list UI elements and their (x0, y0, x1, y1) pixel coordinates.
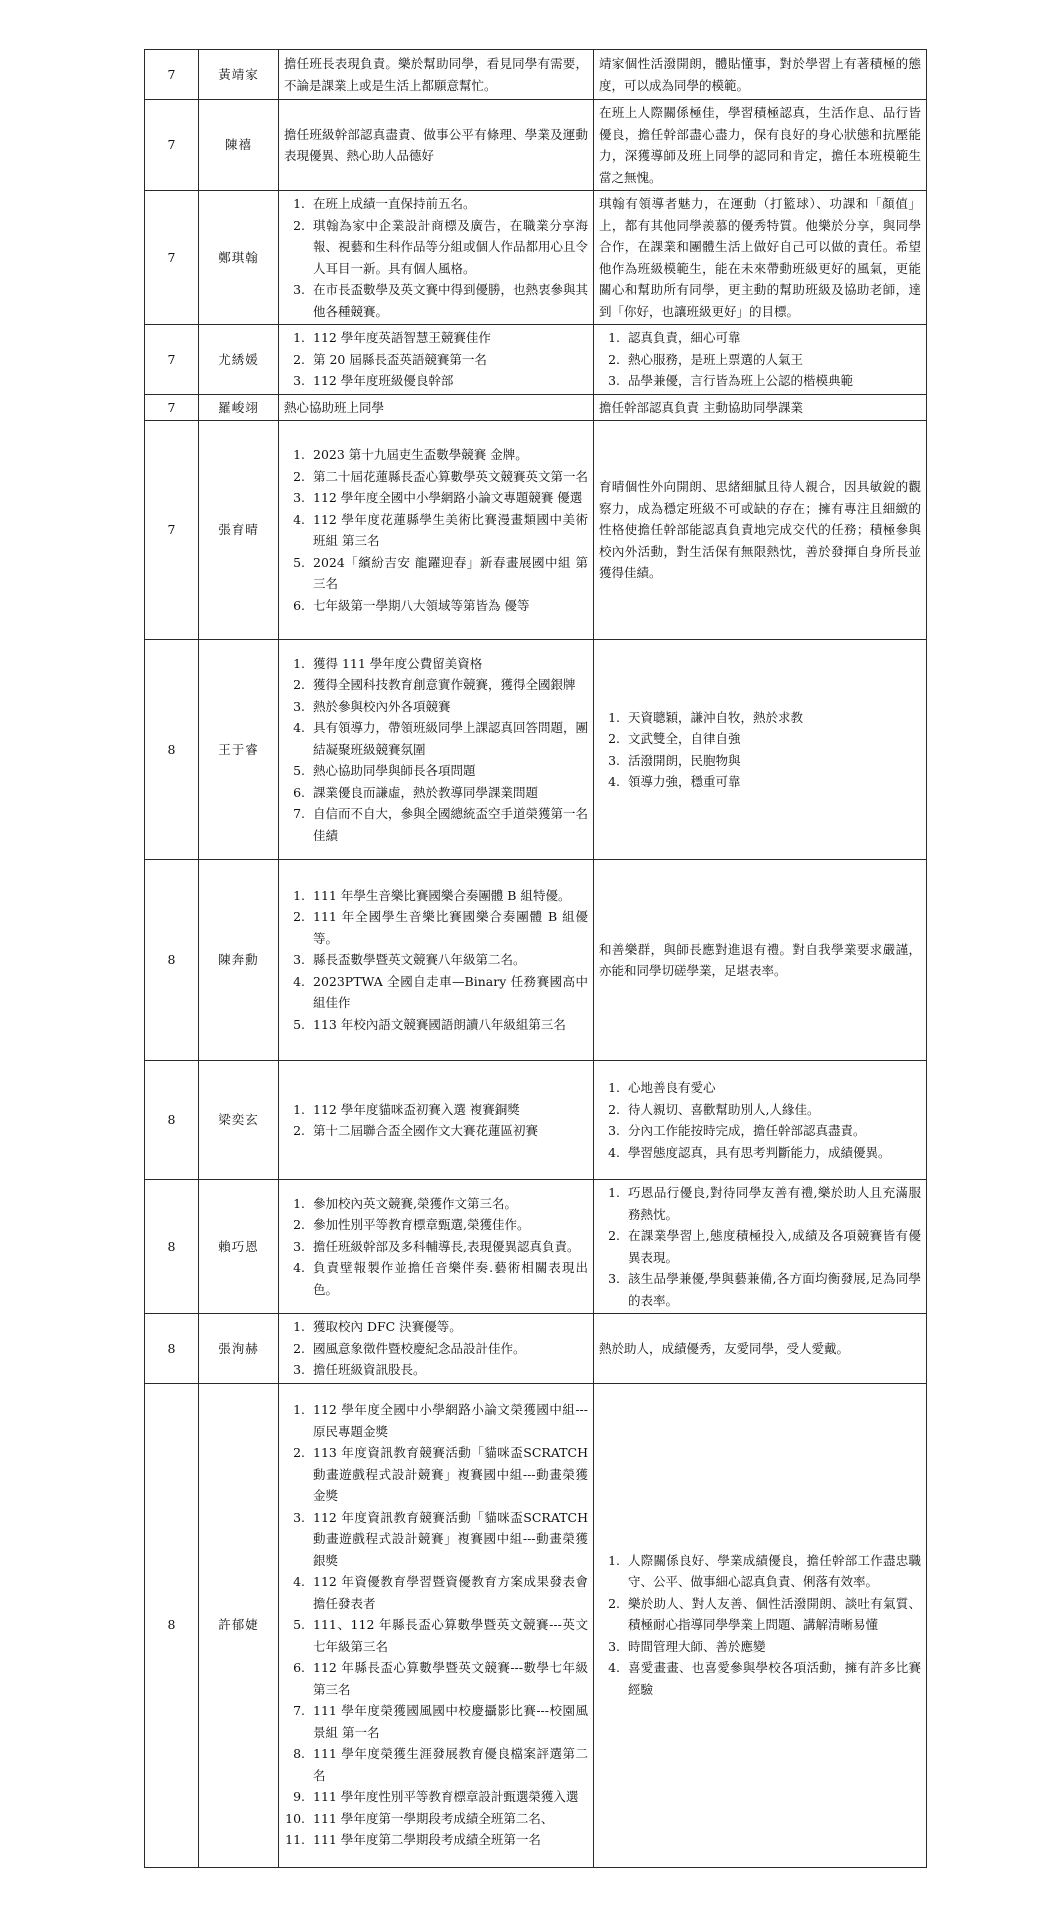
comments-cell-text: 和善樂群，與師長應對進退有禮。對自我學業要求嚴謹，亦能和同學切磋學業，足堪表率。 (599, 941, 921, 978)
list-item: 6. 課業優良而謙虛，熱於教導同學課業問題 (309, 782, 588, 804)
list-item: 5. 2024「繽紛吉安 龍躍迎春」新春畫展國中組 第三名 (309, 552, 588, 595)
list-item: 5. 111、112 年縣長盃心算數學暨英文競賽---英文七年級第三名 (309, 1614, 588, 1657)
list-item: 3. 縣長盃數學暨英文競賽八年級第二名。 (309, 949, 588, 971)
table-row (145, 100, 927, 191)
grade-cell: 7 (145, 325, 199, 395)
list-item: 3. 112 學年度全國中小學網路小論文專題競賽 優選 (309, 487, 588, 509)
achievements-cell (279, 191, 594, 325)
list-item: 2. 國風意象徵件暨校慶紀念品設計佳作。 (309, 1338, 588, 1360)
table-body (145, 50, 927, 1868)
achievements-cell (279, 640, 594, 860)
list-item: 1. 112 學年度全國中小學網路小論文榮獲國中組---原民專題金獎 (309, 1399, 588, 1442)
list-item: 2. 在課業學習上,態度積極投入,成績及各項競賽皆有優異表現。 (624, 1225, 921, 1268)
comments-cell-list (599, 1077, 921, 1163)
achievements-cell (279, 1314, 594, 1384)
comments-cell-text: 擔任幹部認真負責 主動協助同學課業 (599, 399, 803, 415)
student-name-cell: 陳禧 (199, 100, 279, 191)
grade-cell: 8 (145, 1383, 199, 1867)
list-item: 2. 樂於助人、對人友善、個性活潑開朗、談吐有氣質、積極耐心指導同學學業上問題、講解清晰易懂 (624, 1593, 921, 1636)
student-name-cell: 鄭琪翰 (199, 191, 279, 325)
comments-cell-text: 在班上人際關係極佳，學習積極認真，生活作息、品行皆優良，擔任幹部盡心盡力，保有良好的身心狀態和抗壓能力，深獲導師及班上同學的認同和肯定，擔任本班模範生當之無愧。 (599, 105, 921, 185)
achievements-cell-text: 擔任班級幹部認真盡責、做事公平有條理、學業及運動表現優異、熱心助人品德好 (284, 126, 588, 163)
list-item: 3. 擔任班級資訊股長。 (309, 1359, 588, 1381)
student-name-cell: 賴巧恩 (199, 1180, 279, 1314)
list-item: 2. 111 年全國學生音樂比賽國樂合奏團體 B 組優等。 (309, 906, 588, 949)
grade-cell: 7 (145, 421, 199, 640)
list-item: 1. 認真負責，細心可靠 (624, 327, 921, 349)
grade-cell: 8 (145, 1061, 199, 1180)
list-item: 3. 該生品學兼優,學與藝兼備,各方面均衡發展,足為同學的表率。 (624, 1268, 921, 1311)
achievements-cell (279, 50, 594, 100)
table-row (145, 191, 927, 325)
table-row (145, 394, 927, 421)
list-item: 4. 112 年資優教育學習暨資優教育方案成果發表會擔任發表者 (309, 1571, 588, 1614)
achievements-cell-list (284, 193, 588, 322)
grade-cell: 8 (145, 1180, 199, 1314)
list-item: 7. 自信而不自大，參與全國總統盃空手道榮獲第一名佳績 (309, 803, 588, 846)
list-item: 2. 琪翰為家中企業設計商標及廣告，在職業分享海報、視藝和生科作品等分組或個人作品都用心且令人耳目一新。具有個人風格。 (309, 215, 588, 280)
list-item: 1. 111 年學生音樂比賽國樂合奏團體 B 組特優。 (309, 885, 588, 907)
list-item: 10. 111 學年度第一學期段考成績全班第二名、 (309, 1808, 588, 1830)
achievements-cell-list (284, 1193, 588, 1301)
list-item: 1. 在班上成績一直保持前五名。 (309, 193, 588, 215)
table-row (145, 50, 927, 100)
table-row (145, 421, 927, 640)
comments-cell-list (599, 1182, 921, 1311)
list-item: 9. 111 學年度性別平等教育標章設計甄選榮獲入選 (309, 1786, 588, 1808)
table-row (145, 860, 927, 1061)
list-item: 4. 112 學年度花蓮縣學生美術比賽漫畫類國中美術班組 第三名 (309, 509, 588, 552)
list-item: 1. 心地善良有愛心 (624, 1077, 921, 1099)
list-item: 2. 第二十屆花蓮縣長盃心算數學英文競賽英文第一名 (309, 466, 588, 488)
list-item: 4. 2023PTWA 全國自走車—Binary 任務賽國高中組佳作 (309, 971, 588, 1014)
achievements-cell (279, 1061, 594, 1180)
list-item: 2. 參加性別平等教育標章甄選,榮獲佳作。 (309, 1214, 588, 1236)
student-name-cell: 王于睿 (199, 640, 279, 860)
list-item: 3. 分內工作能按時完成，擔任幹部認真盡責。 (624, 1120, 921, 1142)
list-item: 2. 文武雙全，自律自強 (624, 728, 921, 750)
achievements-cell (279, 394, 594, 421)
list-item: 2. 待人親切、喜歡幫助別人,人緣佳。 (624, 1099, 921, 1121)
student-name-cell: 梁奕玄 (199, 1061, 279, 1180)
list-item: 6. 七年級第一學期八大領域等第皆為 優等 (309, 595, 588, 617)
comments-cell-list (599, 707, 921, 793)
table-row (145, 1314, 927, 1384)
list-item: 2. 第 20 屆縣長盃英語競賽第一名 (309, 349, 588, 371)
comments-cell (594, 860, 927, 1061)
achievements-cell-list (284, 1399, 588, 1851)
grade-cell: 8 (145, 860, 199, 1061)
achievements-cell-text: 熱心協助班上同學 (284, 399, 385, 415)
student-name-cell: 許郁婕 (199, 1383, 279, 1867)
list-item: 3. 品學兼優，言行皆為班上公認的楷模典範 (624, 370, 921, 392)
comments-cell-text: 靖家個性活潑開朗，體貼懂事，對於學習上有著積極的態度，可以成為同學的模範。 (599, 56, 921, 93)
list-item: 1. 獲取校內 DFC 決賽優等。 (309, 1316, 588, 1338)
achievements-cell (279, 325, 594, 395)
list-item: 1. 2023 第十九屆吏生盃數學競賽 金牌。 (309, 444, 588, 466)
table-row (145, 1061, 927, 1180)
achievements-cell-list (284, 1316, 588, 1381)
achievements-cell (279, 1180, 594, 1314)
achievements-cell (279, 100, 594, 191)
student-name-cell: 陳奔勳 (199, 860, 279, 1061)
comments-cell (594, 394, 927, 421)
comments-cell-list (599, 1550, 921, 1701)
comments-cell (594, 100, 927, 191)
grade-cell: 7 (145, 394, 199, 421)
comments-cell (594, 421, 927, 640)
achievements-cell (279, 421, 594, 640)
grade-cell: 8 (145, 1314, 199, 1384)
list-item: 4. 喜愛畫畫、也喜愛參與學校各項活動，擁有許多比賽經驗 (624, 1657, 921, 1700)
achievements-cell-list (284, 885, 588, 1036)
list-item: 7. 111 學年度榮獲國風國中校慶攝影比賽---校園風景組 第一名 (309, 1700, 588, 1743)
list-item: 1. 巧恩品行優良,對待同學友善有禮,樂於助人且充滿服務熱忱。 (624, 1182, 921, 1225)
comments-cell-text: 育晴個性外向開朗、思緒細膩且待人親合，因具敏銳的觀察力，成為穩定班級不可或缺的存在；擁有專注且細緻的性格使擔任幹部能認真負責地完成交代的任務；積極參與校內外活動，對生活保有無限熱忱，善於發揮自身所長並獲得佳績。 (599, 479, 921, 581)
student-name-cell: 張育晴 (199, 421, 279, 640)
table-row (145, 640, 927, 860)
list-item: 3. 時間管理大師、善於應變 (624, 1636, 921, 1658)
list-item: 4. 負責壁報製作並擔任音樂伴奏.藝術相關表現出色。 (309, 1257, 588, 1300)
comments-cell (594, 1061, 927, 1180)
table-row (145, 1180, 927, 1314)
achievements-cell (279, 860, 594, 1061)
comments-cell (594, 1180, 927, 1314)
student-name-cell: 尤綉媛 (199, 325, 279, 395)
list-item: 1. 獲得 111 學年度公費留美資格 (309, 653, 588, 675)
achievements-cell-list (284, 327, 588, 392)
student-name-cell: 張洵赫 (199, 1314, 279, 1384)
list-item: 3. 熱於參與校內外各項競賽 (309, 696, 588, 718)
list-item: 4. 領導力強，穩重可靠 (624, 771, 921, 793)
comments-cell (594, 50, 927, 100)
achievements-cell (279, 1383, 594, 1867)
comments-cell (594, 325, 927, 395)
list-item: 3. 112 年度資訊教育競賽活動「貓咪盃SCRATCH 動畫遊戲程式設計競賽」複賽國中組---動畫榮獲銀獎 (309, 1507, 588, 1572)
list-item: 1. 112 學年度貓咪盃初賽入選 複賽銅獎 (309, 1099, 588, 1121)
comments-cell (594, 1383, 927, 1867)
grade-cell: 7 (145, 100, 199, 191)
achievements-cell-list (284, 1099, 588, 1142)
student-name-cell: 羅峻翊 (199, 394, 279, 421)
list-item: 8. 111 學年度榮獲生涯發展教育優良檔案評選第二名 (309, 1743, 588, 1786)
comments-cell (594, 1314, 927, 1384)
list-item: 3. 在市長盃數學及英文賽中得到優勝，也熱衷參與其他各種競賽。 (309, 279, 588, 322)
list-item: 1. 參加校內英文競賽,榮獲作文第三名。 (309, 1193, 588, 1215)
list-item: 6. 112 年縣長盃心算數學暨英文競賽---數學七年級第三名 (309, 1657, 588, 1700)
grade-cell: 8 (145, 640, 199, 860)
list-item: 11. 111 學年度第二學期段考成績全班第一名 (309, 1829, 588, 1851)
list-item: 5. 113 年校內語文競賽國語朗讀八年級組第三名 (309, 1014, 588, 1036)
list-item: 4. 學習態度認真，具有思考判斷能力，成績優異。 (624, 1142, 921, 1164)
achievements-cell-list (284, 653, 588, 847)
comments-cell-text: 琪翰有領導者魅力，在運動（打籃球）、功課和「顏值」上，都有其他同學羨慕的優秀特質。他樂於分享，與同學合作，在課業和團體生活上做好自己可以做的責任。希望他作為班級模範生，能在未來帶動班級更好的風氣，更能關心和幫助所有同學，更主動的幫助班級及協助老師，達到「你好，也讓班級更好」的目標。 (599, 196, 921, 319)
list-item: 2. 第十二屆聯合盃全國作文大賽花蓮區初賽 (309, 1120, 588, 1142)
comments-cell-text: 熱於助人，成績優秀，友愛同學，受人愛戴。 (599, 1340, 850, 1356)
table-row (145, 1383, 927, 1867)
table-row (145, 325, 927, 395)
list-item: 3. 112 學年度班級優良幹部 (309, 370, 588, 392)
list-item: 3. 活潑開朗，民胞物與 (624, 750, 921, 772)
student-name-cell: 黃靖家 (199, 50, 279, 100)
list-item: 5. 熱心協助同學與師長各項問題 (309, 760, 588, 782)
achievements-cell-text: 擔任班長表現負責。樂於幫助同學，看見同學有需要，不論是課業上或是生活上都願意幫忙。 (284, 56, 588, 93)
list-item: 2. 熱心服務，是班上票選的人氣王 (624, 349, 921, 371)
comments-cell-list (599, 327, 921, 392)
list-item: 3. 擔任班級幹部及多科輔導長,表現優異認真負責。 (309, 1236, 588, 1258)
grade-cell: 7 (145, 191, 199, 325)
list-item: 1. 人際關係良好、學業成績優良，擔任幹部工作盡忠職守、公平、做事細心認真負責、俐落有效率。 (624, 1550, 921, 1593)
recommendation-table (144, 49, 927, 1868)
comments-cell (594, 640, 927, 860)
grade-cell: 7 (145, 50, 199, 100)
achievements-cell-list (284, 444, 588, 616)
list-item: 4. 具有領導力，帶領班級同學上課認真回答問題，團結凝聚班級競賽氛圍 (309, 717, 588, 760)
comments-cell (594, 191, 927, 325)
list-item: 1. 112 學年度英語智慧王競賽佳作 (309, 327, 588, 349)
list-item: 2. 獲得全國科技教育創意實作競賽，獲得全國銀牌 (309, 674, 588, 696)
list-item: 1. 天資聰穎，謙沖自牧，熱於求教 (624, 707, 921, 729)
list-item: 2. 113 年度資訊教育競賽活動「貓咪盃SCRATCH 動畫遊戲程式設計競賽」複賽國中組---動畫榮獲金獎 (309, 1442, 588, 1507)
